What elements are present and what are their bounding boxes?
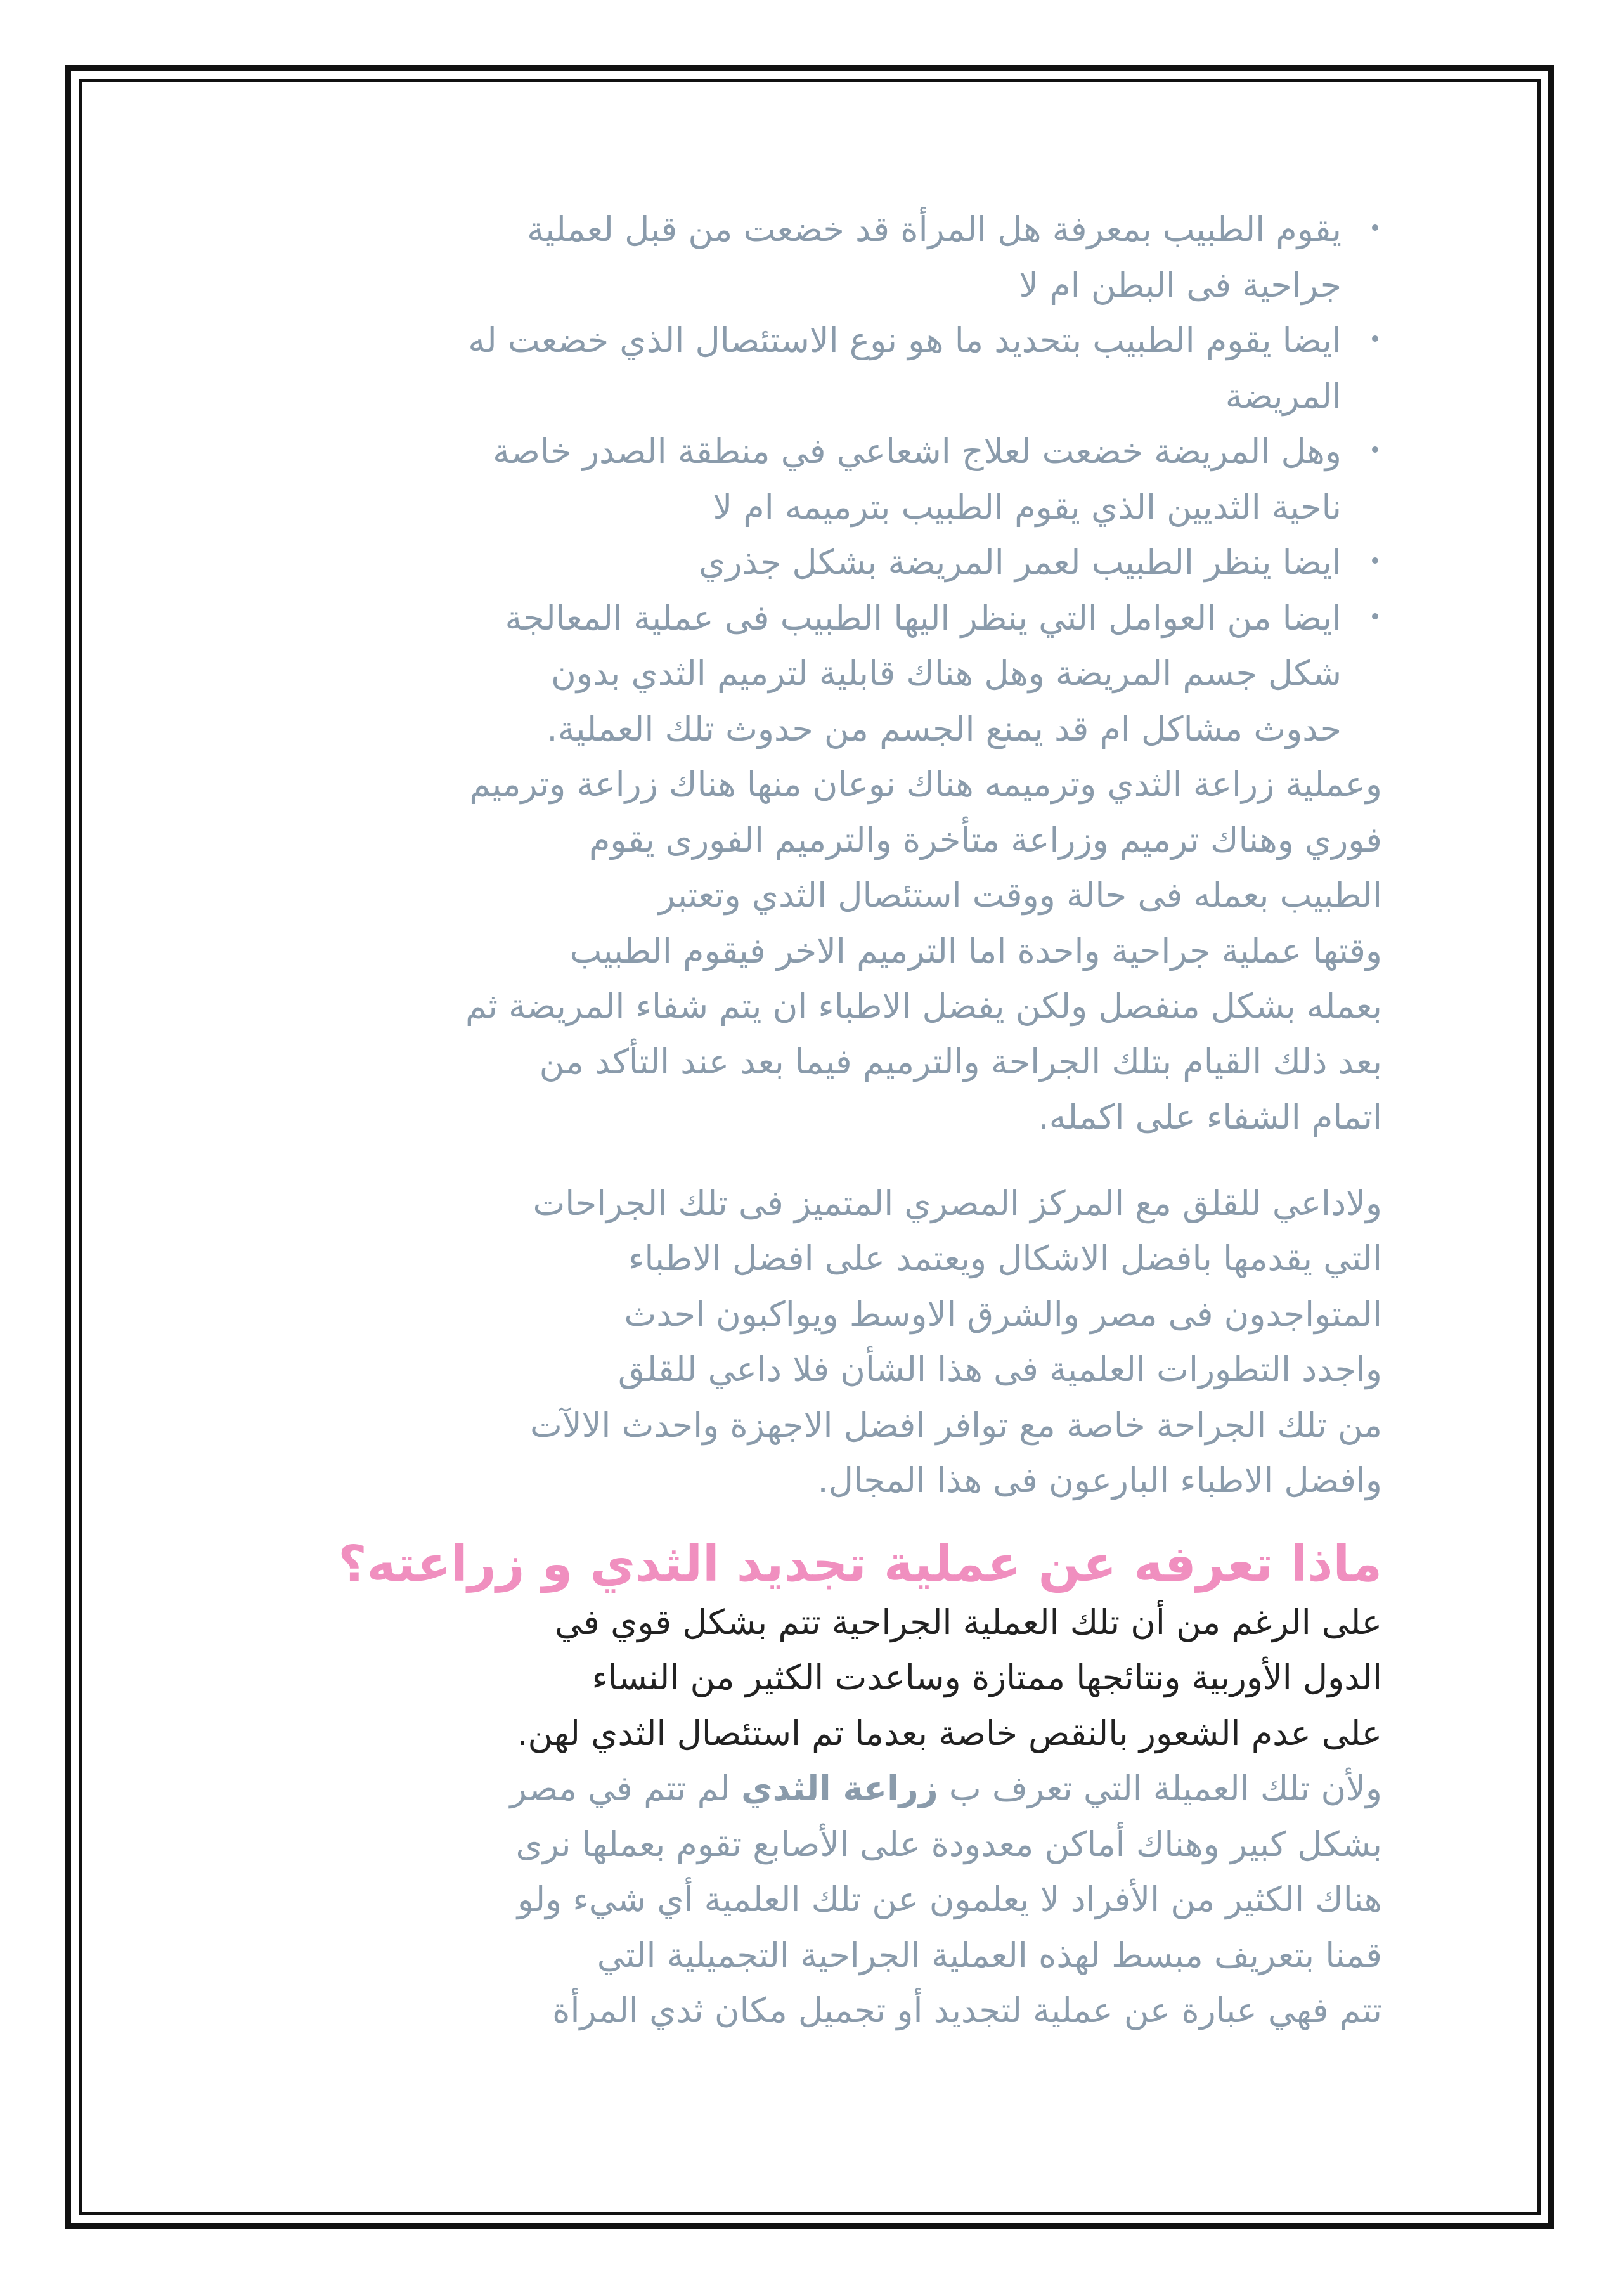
document-body <box>241 202 1382 2039</box>
paragraph-line: فوري وهناك ترميم وزراعة متأخرة والترميم الفورى يقوم <box>588 819 1382 860</box>
bullet-item <box>241 424 1342 535</box>
paragraph-line: وعملية زراعة الثدي وترميمه هناك نوعان منها هناك زراعة وترميم <box>469 764 1382 804</box>
paragraph-line: بشكل كبير وهناك أماكن معدودة على الأصابع تقوم بعملها نرى <box>515 1824 1382 1864</box>
reconstruction-types-paragraph <box>241 756 1382 1145</box>
bullet-item <box>241 535 1342 590</box>
bullet-dot-icon <box>1372 446 1378 453</box>
paragraph-line: وقتها عملية جراحية واحدة اما الترميم الاخر فيقوم الطبيب <box>569 930 1382 971</box>
paragraph-line: الدول الأوربية ونتائجها ممتازة وساعدت الكثير من النساء <box>592 1657 1382 1697</box>
section-heading: ماذا تعرفه عن عملية تجديد الثدي و زراعته؟ <box>338 1535 1382 1593</box>
paragraph-spacer <box>241 1145 1382 1176</box>
bullet-line: يقوم الطبيب بمعرفة هل المرأة قد خضعت من قبل لعملية <box>527 209 1342 249</box>
definition-paragraph <box>241 1761 1382 2039</box>
line-text: ولأن تلك العميلة التي تعرف ب <box>938 1768 1382 1808</box>
bullet-line: ايضا يقوم الطبيب بتحديد ما هو نوع الاستئصال الذي خضعت له <box>468 320 1342 360</box>
paragraph-line: قمنا بتعريف مبسط لهذه العملية الجراحية التجميلية التي <box>597 1935 1382 1975</box>
bullet-line: حدوث مشاكل ام قد يمنع الجسم من حدوث تلك العملية. <box>546 708 1342 749</box>
paragraph-line <box>241 1761 1382 1817</box>
paragraph-line: هناك الكثير من الأفراد لا يعلمون عن تلك العلمية أي شيء ولو <box>517 1879 1382 1919</box>
bullet-dot-icon <box>1372 335 1378 342</box>
bullet-line: المريضة <box>1225 375 1342 416</box>
line-text: لم تتم في مصر <box>510 1768 742 1808</box>
bullet-dot-icon <box>1372 557 1378 564</box>
bullet-line: وهل المريضة خضعت لعلاج اشعاعي في منطقة الصدر خاصة <box>493 431 1342 471</box>
center-reassurance-paragraph <box>241 1176 1382 1508</box>
bullet-dot-icon <box>1372 224 1378 231</box>
paragraph-line: بعد ذلك القيام بتلك الجراحة والترميم فيما بعد عند التأكد من <box>539 1041 1382 1082</box>
bullet-line: جراحية فى البطن ام لا <box>1019 264 1342 305</box>
paragraph-line: على الرغم من أن تلك العملية الجراحية تتم بشكل قوي في <box>555 1602 1382 1642</box>
bullet-item <box>241 202 1342 313</box>
bullet-dot-icon <box>1372 613 1378 619</box>
paragraph-line: تتم فهي عبارة عن عملية لتجديد أو تجميل مكان ثدي المرأة <box>552 1990 1382 2030</box>
paragraph-line: ولاداعي للقلق مع المركز المصري المتميز فى تلك الجراحات <box>533 1183 1382 1223</box>
paragraph-line: وافضل الاطباء البارعون فى هذا المجال. <box>817 1460 1382 1500</box>
bullet-line: ايضا ينظر الطبيب لعمر المريضة بشكل جذري <box>699 542 1342 582</box>
breast-implant-keyword-link[interactable]: زراعة الثدي <box>741 1768 938 1808</box>
paragraph-line: بعمله بشكل منفصل ولكن يفضل الاطباء ان يتم شفاء المريضة ثم <box>465 986 1382 1026</box>
paragraph-line: الطبيب بعمله فى حالة ووقت استئصال الثدي وتعتبر <box>659 875 1382 915</box>
bullet-item <box>241 313 1342 424</box>
bullet-item <box>241 590 1342 757</box>
bullet-line: شكل جسم المريضة وهل هناك قابلية لترميم الثدي بدون <box>551 653 1342 693</box>
paragraph-line: من تلك الجراحة خاصة مع توافر افضل الاجهزة واحدث الالآت <box>530 1404 1382 1445</box>
paragraph-line: التي يقدمها بافضل الاشكال ويعتمد على افضل الاطباء <box>628 1238 1382 1278</box>
paragraph-line: المتواجدون فى مصر والشرق الاوسط ويواكبون احدث <box>624 1294 1382 1334</box>
criteria-bullet-list <box>241 202 1382 756</box>
bullet-line: ناحية الثديين الذي يقوم الطبيب بترميمه ام لا <box>713 486 1342 527</box>
intro-paragraph <box>241 1595 1382 1761</box>
paragraph-line: اتمام الشفاء على اكمله. <box>1038 1097 1382 1137</box>
paragraph-spacer <box>241 1508 1382 1534</box>
paragraph-line: واجدد التطورات العلمية فى هذا الشأن فلا داعي للقلق <box>618 1349 1382 1389</box>
paragraph-line: على عدم الشعور بالنقص خاصة بعدما تم استئصال الثدي لهن. <box>517 1713 1382 1753</box>
bullet-line: ايضا من العوامل التي ينظر اليها الطبيب فى عملية المعالجة <box>505 597 1342 638</box>
